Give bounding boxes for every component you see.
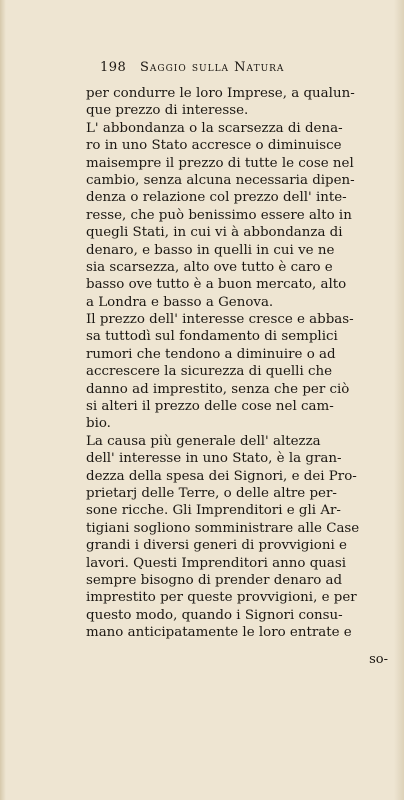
text-line: denza o relazione col prezzo dell' inte- [86,190,347,206]
text-line: tigiani sogliono somministrare alle Case [86,520,360,536]
text-line: dezza della spesa dei Signori, e dei Pro- [86,468,357,484]
catchword-container [86,648,388,668]
text-line: basso ove tutto è a buon mercato, alto [86,277,347,293]
text-line: cambio, senza alcuna necessaria dipen- [86,172,355,188]
text-line: grandi i diversi generi di provvigioni e [86,538,347,554]
text-line: mano anticipatamente le loro entrate e [86,625,352,641]
text-line: sa tuttodì sul fondamento di semplici [86,329,338,345]
text-line: lavori. Questi Imprenditori anno quasi [86,555,347,571]
text-line: La causa più generale dell' altezza [86,433,321,449]
text-line: que prezzo di interesse. [86,103,249,119]
text-line: resse, che può benissimo essere alto in [86,207,352,223]
running-title: Saggio sulla Natura [140,60,285,75]
catchword: so- [369,652,388,667]
page-number: 198 [100,60,127,75]
page-right-edge [394,0,404,800]
text-line: rumori che tendono a diminuire o ad [86,346,336,362]
text-line: si alteri il prezzo delle cose nel cam- [86,399,334,415]
text-line: sempre bisogno di prender denaro ad [86,572,343,588]
text-line: L' abbondanza o la scarsezza di dena- [86,120,343,136]
text-line: dell' interesse in uno Stato, è la gran- [86,451,342,467]
page-left-edge [0,0,6,800]
text-line: sone ricche. Gli Imprenditori e gli Ar- [86,503,341,519]
text-line: accrescere la sicurezza di quelli che [86,364,333,380]
text-line: danno ad imprestito, senza che per ciò [86,381,350,397]
text-line: sia scarsezza, alto ove tutto è caro e [86,259,333,275]
text-line: Il prezzo dell' interesse cresce e abbas- [86,312,354,328]
text-line: per condurre le loro Imprese, a qualun- [86,86,355,101]
text-line: quegli Stati, in cui vi à abbondanza di [86,225,343,241]
text-line: prietarj delle Terre, o delle altre per- [86,485,337,501]
text-line: bio. [86,416,111,432]
text-line: maisempre il prezzo di tutte le cose nel [86,155,354,171]
text-line: denaro, e basso in quelli in cui ve ne [86,242,335,258]
text-line: ro in uno Stato accresce o diminuisce [86,138,342,154]
body-text [86,85,388,642]
text-line: imprestito per queste provvigioni, e per [86,590,357,606]
text-line: a Londra e basso a Genova. [86,294,274,310]
page-header [100,60,390,80]
text-line: questo modo, quando i Signori consu- [86,607,343,623]
